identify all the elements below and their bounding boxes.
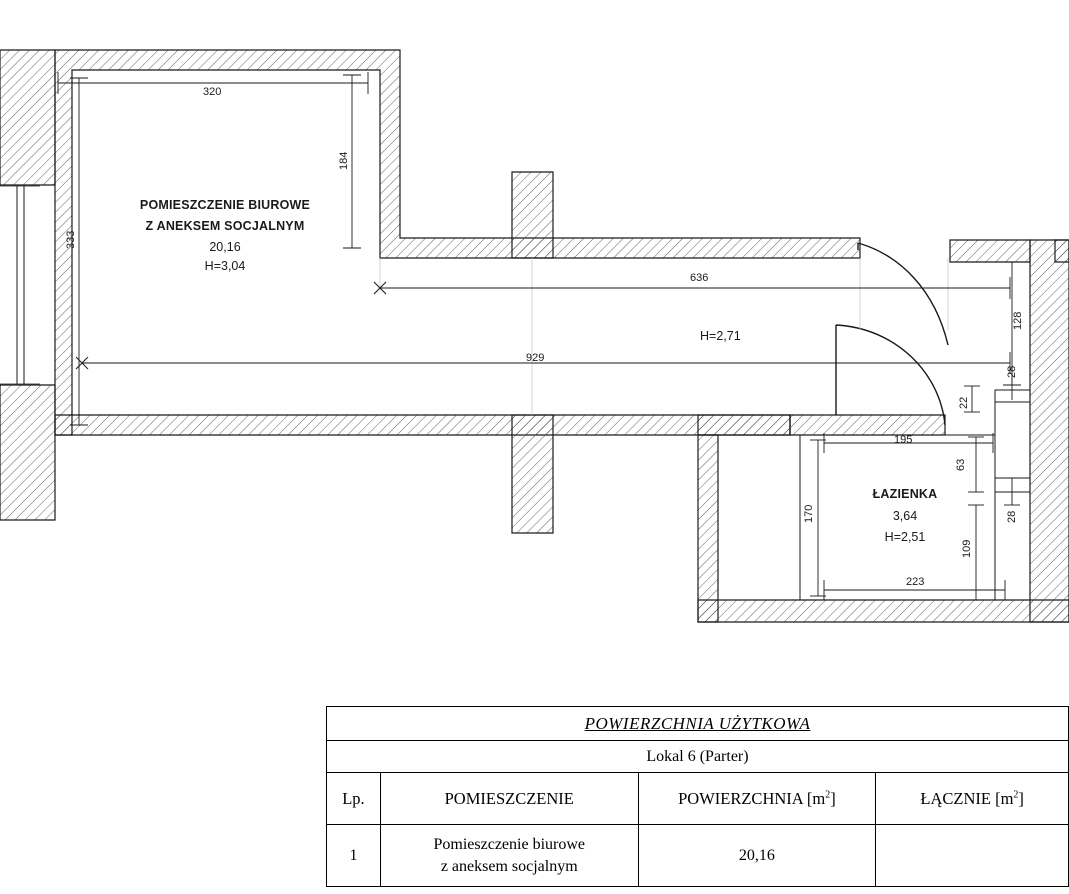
room-label-office-line1: POMIESZCZENIE BIUROWE bbox=[139, 198, 311, 212]
dimension-929: 929 bbox=[526, 352, 545, 364]
table-subtitle: Lokal 6 (Parter) bbox=[327, 741, 1069, 773]
room-height-office: H=3,04 bbox=[204, 259, 246, 273]
column-header-total-end: ] bbox=[1018, 788, 1024, 808]
dimension-333: 333 bbox=[65, 230, 77, 249]
column-header-lp: Lp. bbox=[327, 773, 381, 825]
door-swing-corridor bbox=[858, 243, 948, 345]
cell-area: 20,16 bbox=[638, 825, 876, 887]
column-header-room: POMIESZCZENIE bbox=[380, 773, 638, 825]
table-title: POWIERZCHNIA UŻYTKOWA bbox=[327, 707, 1069, 741]
dimension-28-upper: 28 bbox=[1006, 365, 1018, 378]
room-height-bathroom: H=2,51 bbox=[884, 530, 926, 544]
area-table-wrapper bbox=[326, 706, 1069, 887]
dimension-195: 195 bbox=[894, 434, 913, 446]
dimension-320: 320 bbox=[203, 86, 222, 98]
dimension-28-lower: 28 bbox=[1006, 510, 1018, 523]
column-header-total bbox=[876, 773, 1069, 825]
area-table bbox=[326, 706, 1069, 887]
cell-lp: 1 bbox=[327, 825, 381, 887]
column-header-area-sup: 2 bbox=[825, 789, 831, 800]
dimension-ticks bbox=[76, 282, 386, 369]
dimension-170: 170 bbox=[803, 504, 815, 523]
table-row bbox=[327, 825, 1069, 887]
column-header-total-sup: 2 bbox=[1013, 789, 1019, 800]
cell-room bbox=[380, 825, 638, 887]
column-header-area bbox=[638, 773, 876, 825]
cell-total bbox=[876, 825, 1069, 887]
column-header-total-text: ŁĄCZNIE [m bbox=[920, 788, 1014, 808]
corridor-height-label: H=2,71 bbox=[700, 329, 741, 343]
door-swing-bathroom bbox=[836, 325, 945, 425]
guide-lines bbox=[380, 258, 948, 415]
table-subtitle-row bbox=[327, 741, 1069, 773]
room-area-office: 20,16 bbox=[209, 240, 241, 254]
column-header-area-text: POWIERZCHNIA [m bbox=[678, 788, 826, 808]
column-header-area-end: ] bbox=[830, 788, 836, 808]
dimension-128: 128 bbox=[1012, 311, 1024, 330]
dimension-636: 636 bbox=[690, 272, 709, 284]
cell-room-line1: Pomieszczenie biurowe bbox=[433, 835, 585, 853]
room-label-office-line2: Z ANEKSEM SOCJALNYM bbox=[145, 219, 305, 233]
room-area-bathroom: 3,64 bbox=[892, 509, 918, 523]
dimension-63: 63 bbox=[955, 458, 967, 471]
room-label-bathroom: ŁAZIENKA bbox=[872, 487, 938, 501]
dimension-223: 223 bbox=[906, 576, 925, 588]
dimension-22: 22 bbox=[958, 396, 970, 409]
dimension-184: 184 bbox=[338, 151, 350, 170]
table-header-row bbox=[327, 773, 1069, 825]
window-glazing bbox=[0, 186, 40, 384]
table-title-row bbox=[327, 707, 1069, 741]
dimension-109: 109 bbox=[961, 539, 973, 558]
cell-room-line2: z aneksem socjalnym bbox=[440, 857, 578, 875]
